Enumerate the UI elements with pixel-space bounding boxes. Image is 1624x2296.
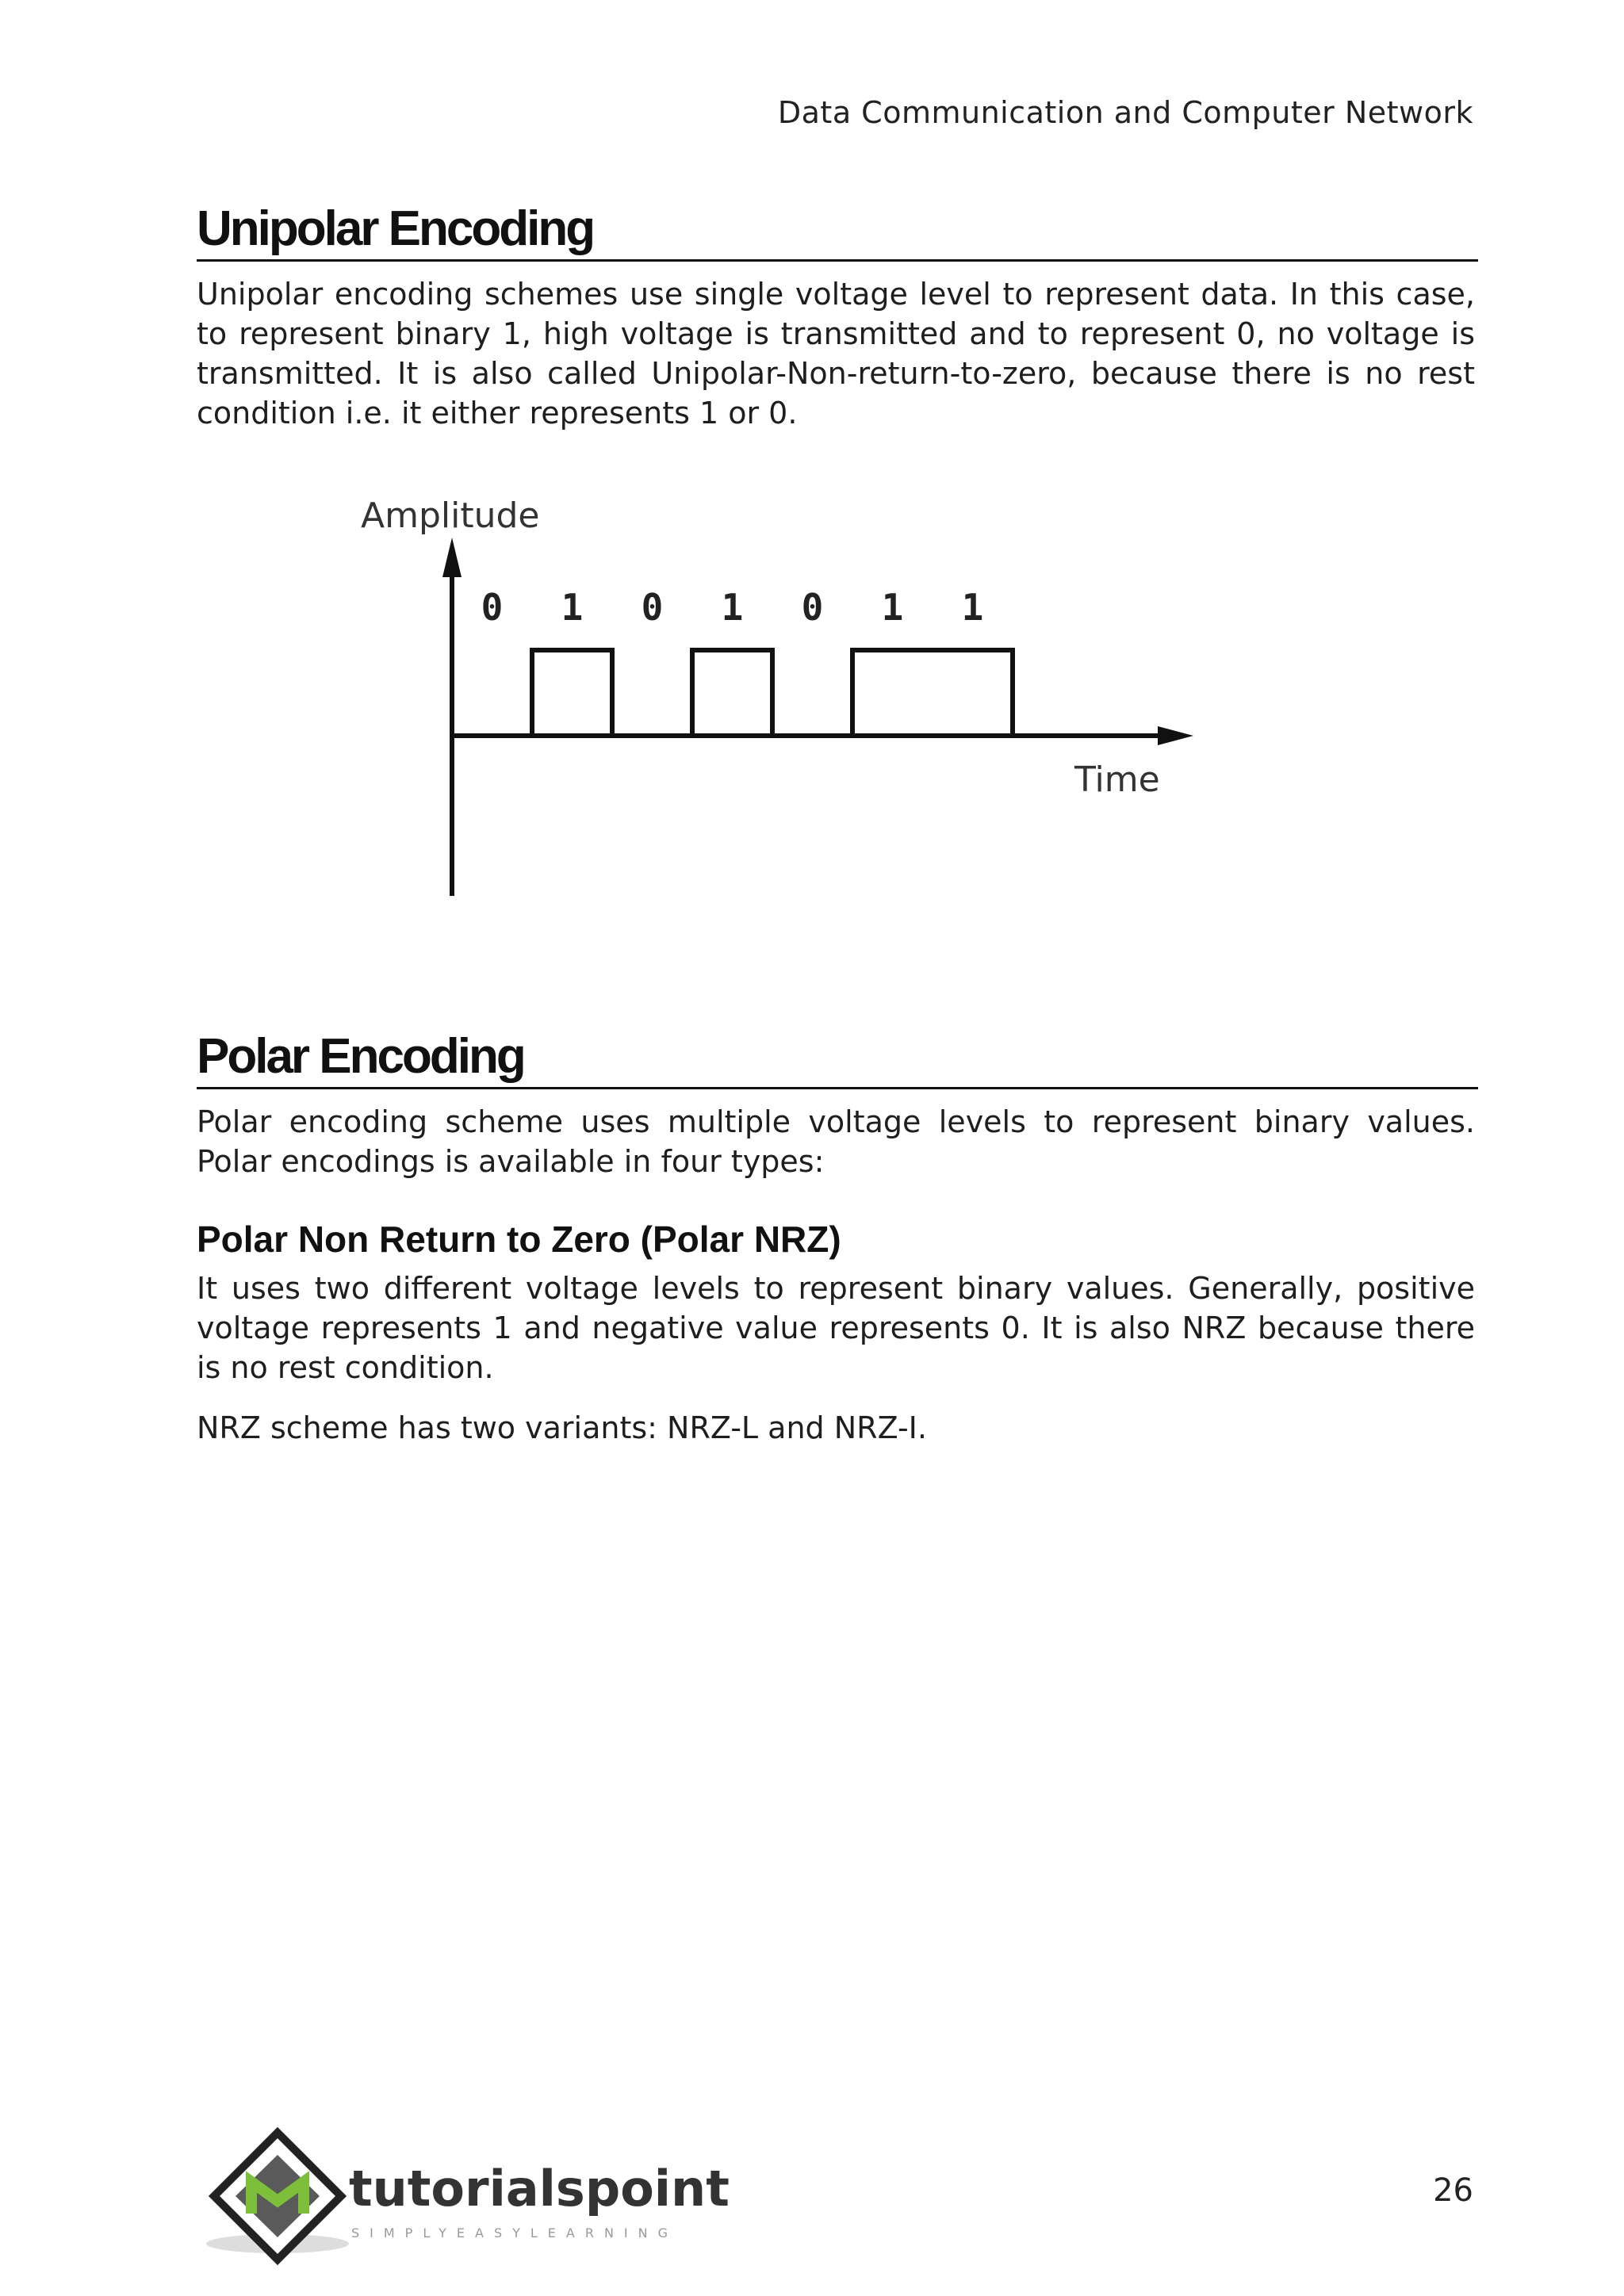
y-axis-label: Amplitude [361, 496, 540, 536]
page-number: 26 [1433, 2172, 1473, 2209]
paragraph-nrz-variants: NRZ scheme has two variants: NRZ-L and NRZ-I. [197, 1410, 927, 1445]
logo-tagline: SIMPLYEASYLEARNING [351, 2225, 679, 2241]
bit-label: 1 [881, 586, 904, 629]
bit-label: 1 [561, 586, 584, 629]
section-heading-polar: Polar Encoding [197, 1024, 1478, 1089]
subsection-heading-polar-nrz: Polar Non Return to Zero (Polar NRZ) [197, 1219, 841, 1260]
amplitude-axis-arrow [442, 538, 462, 577]
running-title: Data Communication and Computer Network [777, 95, 1473, 130]
time-axis-arrow [1158, 726, 1193, 745]
signal-waveform [452, 650, 1013, 736]
bit-label: 1 [721, 586, 744, 629]
bit-label: 0 [481, 586, 504, 629]
paragraph-unipolar: Unipolar encoding schemes use single voltage level to represent data. In this case, to represent binary 1, high voltage is transmitted and to represent 0, no voltage is transmitted. It is also called Unipolar-Non-return-to-zero, because there is no rest condition i.e. it either represents 1 or 0. [197, 277, 1475, 430]
bit-label: 1 [961, 586, 984, 629]
bit-label: 0 [641, 586, 664, 629]
x-axis-label: Time [1074, 760, 1160, 800]
paragraph-polar-nrz: It uses two different voltage levels to represent binary values. Generally, positive voltage represents 1 and negative value represents 0. It is also NRZ because there is no rest condition. [197, 1271, 1475, 1385]
section-heading-unipolar: Unipolar Encoding [197, 197, 1478, 262]
tutorialspoint-logo [202, 2125, 757, 2267]
logo-wordmark: tutorialspoint [349, 2160, 730, 2218]
paragraph-polar: Polar encoding scheme uses multiple voltage levels to represent binary values. Polar encodings is available in four types: [197, 1104, 1475, 1179]
bit-label: 0 [801, 586, 824, 629]
unipolar-encoding-diagram [333, 484, 1237, 928]
